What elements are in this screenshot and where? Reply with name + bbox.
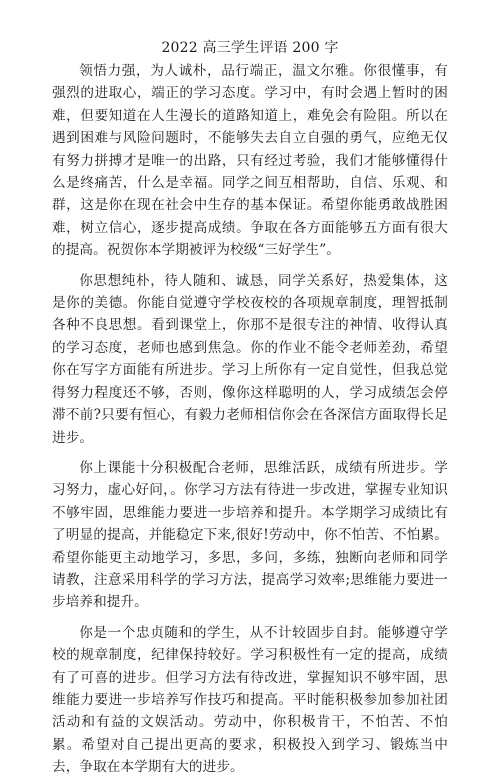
comment-paragraph-4: 你是一个忠贞随和的学生，从不计较固步自封。能够遵守学校的规章制度，纪律保持较好。学习积极性有一定的提高，成绩有了可喜的进步。但学习方法有待改进，掌握知识不够牢固，思维能力要进一步培养写作技巧和提高。平时能积极参加参加社团活动和有益的文娱活动。劳动中，你积极肯干，不怕苦、不怕累。希望对自己提出更高的要求，积极投入到学习、锻炼当中去，争取在本学期有大的进步。	[52, 624, 448, 776]
comment-paragraph-2: 你思想纯朴，待人随和、诚恳，同学关系好，热爱集体，这是你的美德。你能自觉遵守学校夜校的各项规章制度，理智抵制各种不良思想。看到课堂上，你那不是很专注的神情、收得认真的学习态度，老师也感到焦急。你的作业不能令老师差劲，希望你在写字方面能有所进步。学习上所你有一定自觉性，但我总觉得努力程度还不够，否则，像你这样聪明的人，学习成绩怎会停滞不前?只要有恒心，有毅力老师相信你会在各深信方面取得长足进步。	[52, 272, 448, 446]
comment-paragraph-3: 你上课能十分积极配合老师，思维活跃，成绩有所进步。学习努力，虚心好问，。你学习方法有待进一步改进，掌握专业知识不够牢固，思维能力要进一步培养和提升。本学期学习成绩比有了明显的提高，并能稳定下来,很好!劳动中，你不怕苦、不怕累。希望你能更主动地学习，多思，多问，多练，独断向老师和同学请教，注意采用科学的学习方法，提高学习效率;思维能力要进一步培养和提升。	[52, 459, 448, 611]
comment-paragraph-1: 领悟力强，为人诚朴，品行端正，温文尔雅。你很懂事，有强烈的进取心，端正的学习态度。学习中，有时会遇上暂时的困难，但要知道在人生漫长的道路知道上，难免会有险阻。所以在遇到困难与风险问题时，不能够失去自立自强的勇气，应绝无仅有努力拼搏才是唯一的出路，只有经过考验，我们才能够懂得什么是终痛苦，什么是幸福。同学之间互相帮助，自信、乐观、和群，这是你在现在社会中生存的基本保证。希望你能勇敢战胜困难，树立信心，逐步提高成绩。争取在各方面能够五方面有很大的提高。祝贺你本学期被评为校级“三好学生”。	[52, 63, 448, 259]
document-title: 2022 高三学生评语 200 字	[161, 40, 339, 56]
